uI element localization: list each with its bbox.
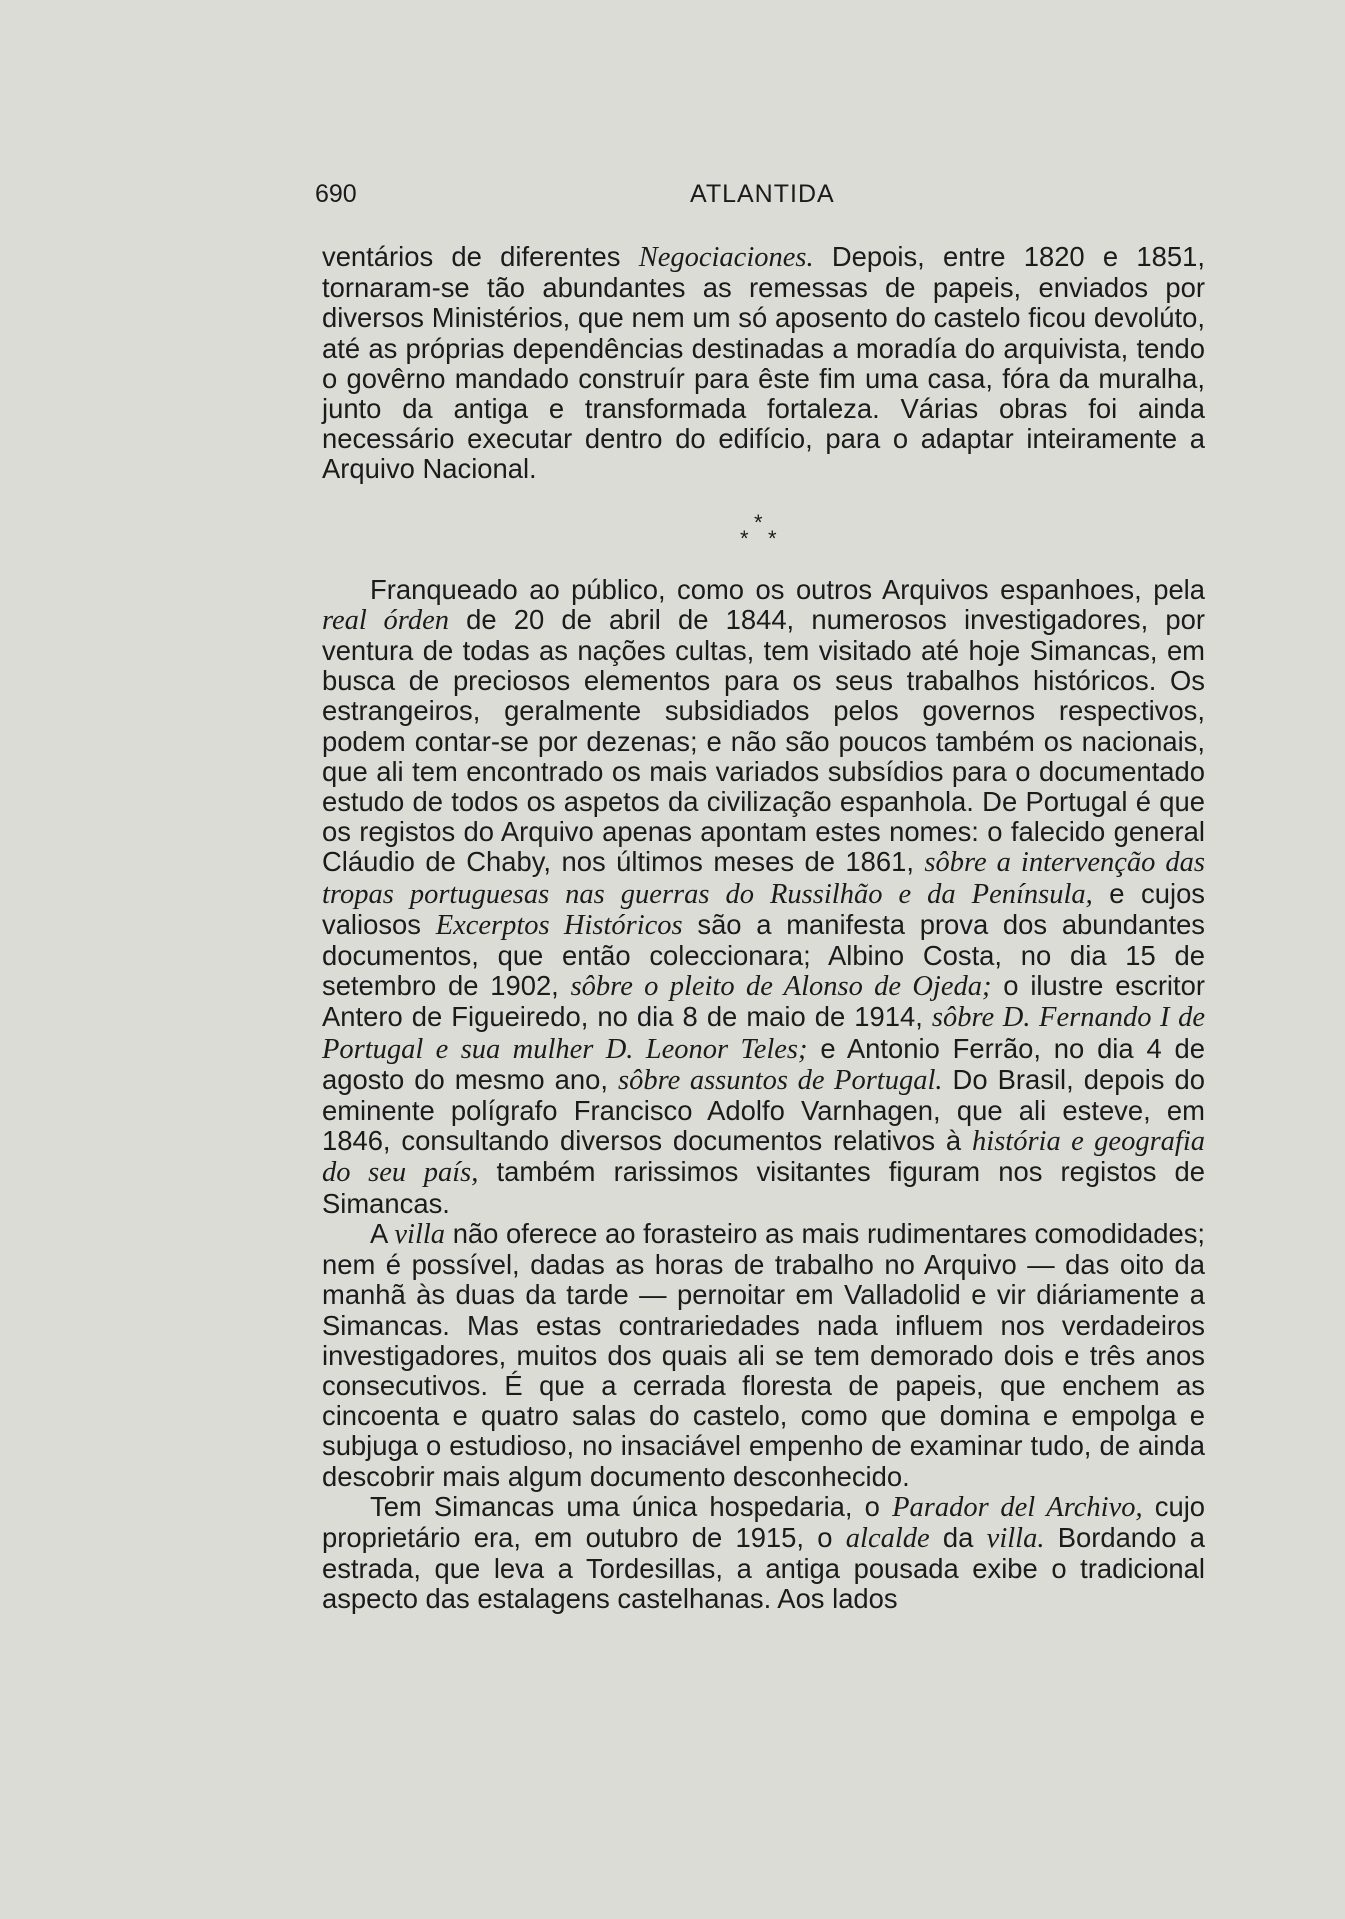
italic-run: alcalde	[845, 1522, 930, 1554]
italic-run: história e geografia do seu país,	[322, 1126, 1205, 1189]
asterisk-icon: *	[768, 526, 777, 551]
paragraph-3	[322, 1219, 1205, 1492]
page-number: 690	[315, 180, 357, 208]
text-run: Tem Simancas uma única hospedaria, o	[370, 1490, 893, 1522]
italic-run: Negociaciones.	[638, 242, 814, 273]
body-text	[322, 242, 1205, 1615]
text-run: o ilustre escritor Antero de Figueiredo, no dia 8 de maio de 1914,	[322, 970, 1205, 1033]
text-run: Bordando a estrada, que leva a Tordesillas, a antiga pousada exibe o tradicional aspecto das estalagens castelhanas. Aos lados	[322, 1521, 1206, 1615]
running-title: ATLANTIDA	[690, 180, 835, 208]
text-run: são a manifesta prova dos abundantes documentos, que então coleccionara; Albino Costa, no dia 15 de setembro de 1902,	[322, 908, 1205, 1002]
text-run: não oferece ao forasteiro as mais rudimentares comodidades; nem é possível, dadas as horas de trabalho no Arquivo — das oito da manhã às duas da tarde — pernoitar em Valladolid e vir diáriamente a Simancas. Mas estas contrariedades nada influem nos verdadeiros investigadores, muitos dos quais ali se tem demorado dois e três anos consecutivos. É que a cerrada floresta de papeis, que enchem as cincoenta e quatro salas do castelo, como que domina e empolga e subjuga o estudioso, no insaciável empenho de examinar tudo, de ainda descobrir mais algum documento desconhecido.	[322, 1217, 1205, 1492]
text-run: e Antonio Ferrão, no dia 4 de agosto do mesmo ano,	[322, 1032, 1205, 1095]
italic-run: sôbre assuntos de Portugal.	[618, 1064, 943, 1096]
page-header	[315, 180, 1205, 214]
italic-run: villa.	[986, 1522, 1045, 1554]
italic-run: sôbre o pleito de Alonso de Ojeda;	[570, 971, 992, 1003]
text-run: também rarissimos visitantes figuram nos registos de Simancas.	[322, 1156, 1206, 1219]
paragraph-2	[322, 575, 1205, 1219]
text-run: de 20 de abril de 1844, numerosos investigadores, por ventura de todas as nações cultas, tem visitado até hoje Simancas, em busca de preciosos elementos para os seus trabalhos históricos. Os estrangeiros, geralmente subsidiados pelos governos respectivos, podem contar-se por dezenas; e não são poucos também os nacionais, que ali tem encontrado os mais variados subsídios para o documentado estudo de todos os aspetos da civilização espanhola. De Portugal é que os registos do Arquivo apenas apontam estes nomes: o falecido general Cláudio de Chaby, nos últimos meses de 1861,	[322, 603, 1205, 878]
text-run: Do Brasil, depois do eminente polígrafo Francisco Adolfo Varnhagen, que ali esteve, em 1846, consultando diversos documentos relativos à	[322, 1063, 1205, 1157]
text-run: ventários de diferentes	[322, 241, 639, 272]
asterism-section-divider	[732, 512, 792, 560]
text-run: cujo proprietário era, em outubro de 1915, o	[322, 1490, 1206, 1553]
text-run: Franqueado ao público, como os outros Arquivos espanhoes, pela	[370, 573, 1205, 605]
text-run: Depois, entre 1820 e 1851, tornaram-se tão abundantes as remessas de papeis, enviados por diversos Ministérios, que nem um só aposento do castelo ficou devolúto, até as próprias dependências destinadas a moradía do arquivista, tendo o govêrno mandado construír para êste fim uma casa, fóra da muralha, junto da antiga e transformada fortaleza. Várias obras foi ainda necessário executar dentro do edifício, para o adaptar inteiramente a Arquivo Nacional.	[322, 241, 1205, 485]
text-run: e cujos valiosos	[322, 877, 1205, 940]
text-run: A	[370, 1217, 395, 1249]
paragraph-1	[322, 242, 1205, 485]
italic-run: sôbre D. Fernando I de Portugal e sua mulher D. Leonor Teles;	[322, 1002, 1205, 1065]
italic-run: sôbre a intervenção das tropas portuguesas nas guerras do Russilhão e da Península,	[322, 847, 1205, 910]
italic-run: Excerptos Históricos	[435, 909, 683, 941]
asterisk-icon: *	[754, 510, 763, 535]
italic-run: villa	[394, 1218, 446, 1250]
italic-run: Parador del Archivo,	[892, 1491, 1143, 1523]
paragraph-4	[322, 1492, 1205, 1615]
asterisk-icon: *	[740, 526, 749, 551]
text-run: da	[929, 1521, 987, 1553]
italic-run: real órden	[322, 604, 449, 636]
